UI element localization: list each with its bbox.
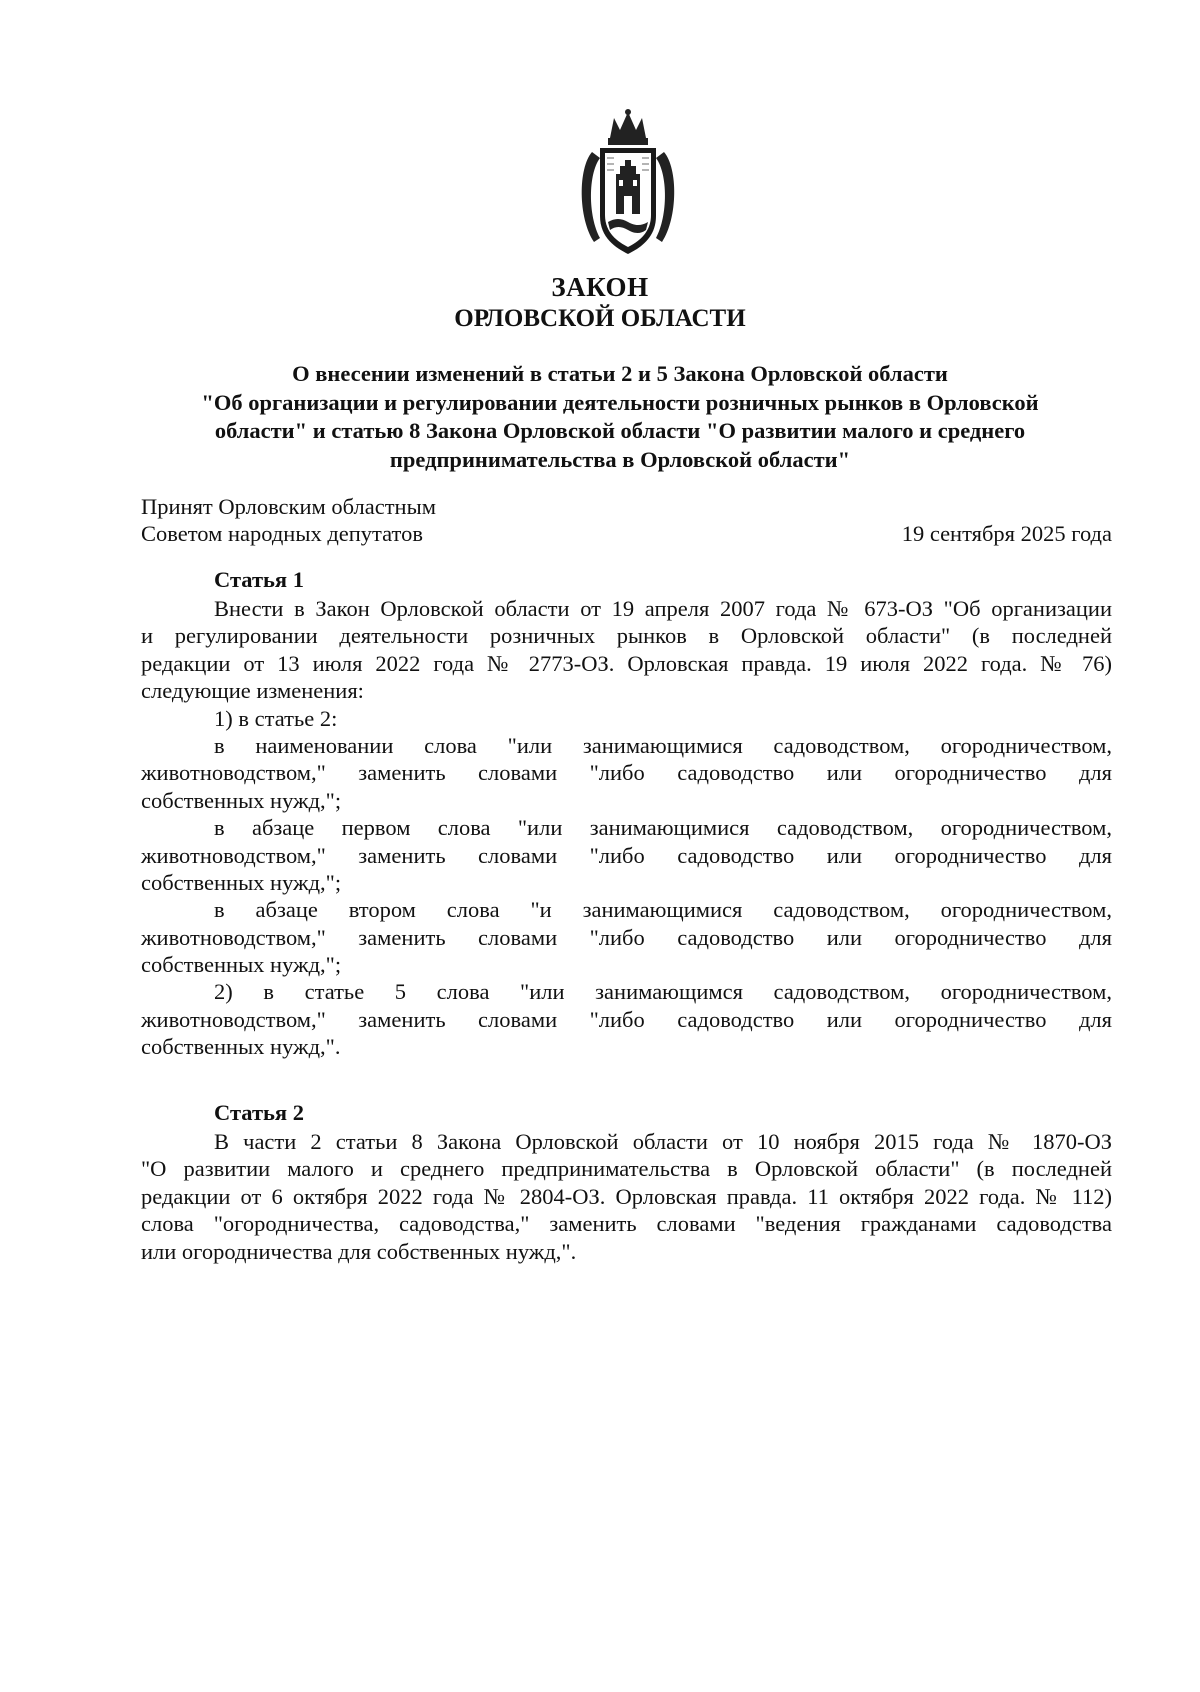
text-line: в абзаце первом слова "или занимающимися садоводством, огородничеством, — [214, 815, 1112, 841]
text-line: животноводством," заменить словами "либо садоводство или огородничество для — [141, 1006, 1112, 1032]
region-name: ОРЛОВСКОЙ ОБЛАСТИ — [454, 305, 746, 332]
article-1-body — [141, 595, 1112, 1061]
text-line: собственных нужд,"; — [141, 869, 342, 895]
text-line: слова "огородничества, садоводства," заменить словами "ведения гражданами садоводства — [141, 1211, 1112, 1237]
text-line: в наименовании слова "или занимающимися садоводством, огородничеством, — [214, 732, 1112, 758]
article-2-heading: Статья 2 — [214, 1100, 304, 1125]
text-line: редакции от 13 июля 2022 года № 2773-ОЗ. Орловская правда. 19 июля 2022 года. № 76) — [141, 650, 1112, 676]
subject-line: предпринимательства в Орловской области" — [389, 446, 851, 472]
adopted-line: Принят Орловским областным — [141, 494, 436, 519]
text-line: Внести в Закон Орловской области от 19 апреля 2007 года № 673-ОЗ "Об организации — [214, 596, 1112, 621]
article-1-heading: Статья 1 — [214, 567, 304, 592]
text-line: собственных нужд,"; — [141, 952, 342, 978]
text-line: 2) в статье 5 слова "или занимающимся садоводством, огородничеством, — [214, 979, 1112, 1005]
subject-line: "Об организации и регулировании деятельности розничных рынков в Орловской — [201, 389, 1039, 415]
subject-line: области" и статью 8 Закона Орловской области "О развитии малого и среднего — [214, 418, 1026, 443]
law-subject — [160, 360, 1080, 474]
adoption-authority — [141, 493, 436, 547]
text-line: или огородничества для собственных нужд,". — [141, 1238, 577, 1264]
law-title: ЗАКОН — [551, 272, 649, 302]
text-line: следующие изменения: — [141, 678, 364, 704]
text-line: и регулировании деятельности розничных рынков в Орловской области" (в последней — [141, 623, 1112, 649]
text-line: животноводством," заменить словами "либо садоводство или огородничество для — [141, 760, 1112, 786]
text-line: в абзаце втором слова "и занимающимися садоводством, огородничеством, — [214, 897, 1112, 923]
subject-line: О внесении изменений в статьи 2 и 5 Закона Орловской области — [292, 361, 948, 386]
text-line: В части 2 статьи 8 Закона Орловской области от 10 ноября 2015 года № 1870-ОЗ — [214, 1129, 1112, 1154]
text-line: редакции от 6 октября 2022 года № 2804-ОЗ. Орловская правда. 11 октября 2022 года. № 112) — [141, 1183, 1112, 1209]
text-line: животноводством," заменить словами "либо садоводство или огородничество для — [141, 924, 1112, 950]
adopted-line: Советом народных депутатов — [141, 521, 423, 546]
text-line: 1) в статье 2: — [214, 705, 338, 731]
text-line: собственных нужд,"; — [141, 787, 342, 813]
article-2-body — [141, 1128, 1112, 1265]
text-line: собственных нужд,". — [141, 1034, 341, 1060]
coat-of-arms-icon — [574, 108, 682, 260]
text-line: животноводством," заменить словами "либо садоводство или огородничество для — [141, 842, 1112, 868]
text-line: "О развитии малого и среднего предпринимательства в Орловской области" (в последней — [141, 1156, 1112, 1182]
adoption-date: 19 сентября 2025 года — [901, 521, 1112, 546]
